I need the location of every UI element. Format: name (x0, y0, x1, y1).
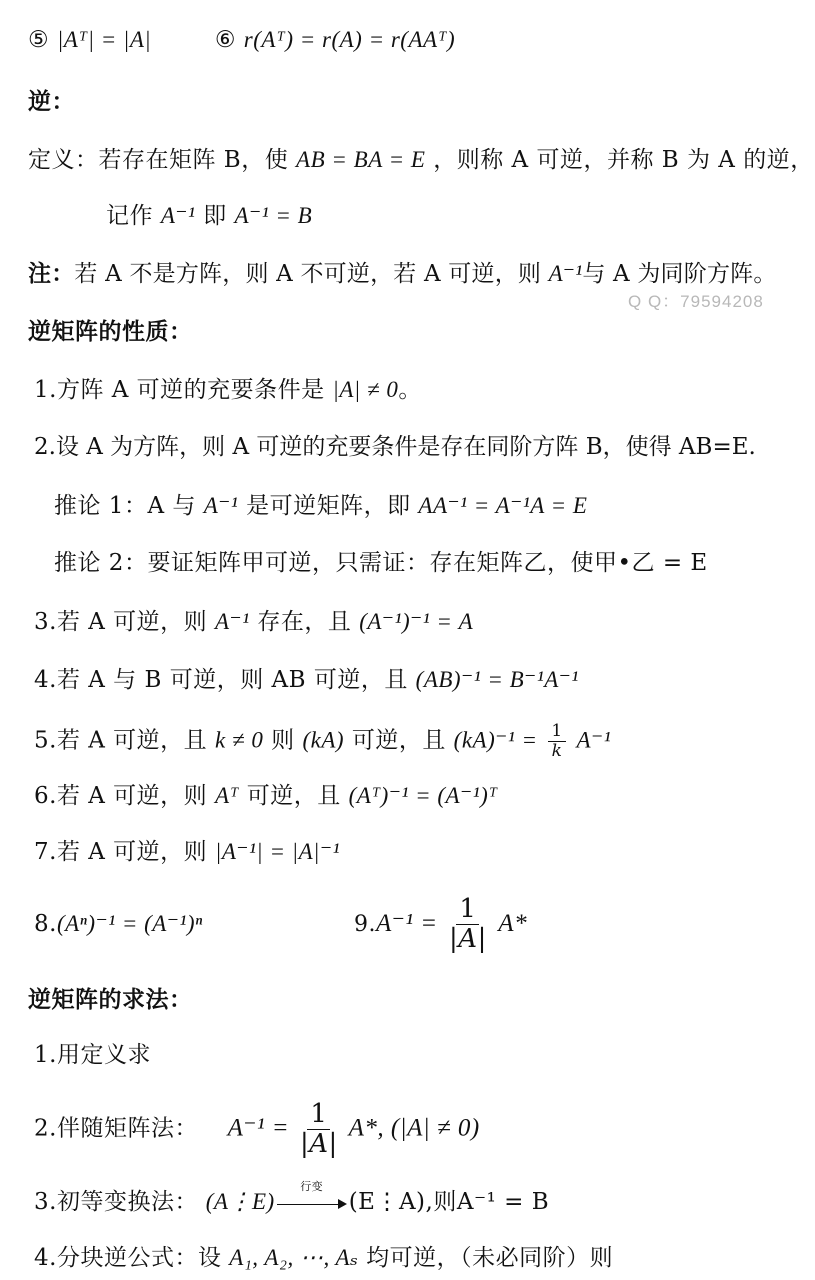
property-9-fraction (449, 895, 487, 954)
definition-prefix: 定义：若存在矩阵 B，使 (28, 147, 289, 173)
property-4-formula: (AB)⁻¹ = B⁻¹A⁻¹ (415, 667, 579, 692)
corollary-1-mid: 是可逆矩阵，即 (246, 493, 411, 519)
method-2-formula-1: A⁻¹ = (227, 1114, 290, 1142)
property-8-text: 8. (34, 911, 57, 937)
note-text-1: 若 A 不是方阵，则 A 不可逆，若 A 可逆，则 (74, 261, 542, 287)
property-5 (34, 722, 611, 761)
property-3 (34, 610, 473, 634)
method-4-text-2: 均可逆，（未必同阶）则 (366, 1245, 614, 1271)
method-3-text: 3.初等变换法： (34, 1189, 198, 1215)
property-7-text: 7.若 A 可逆，则 (34, 839, 208, 865)
property-9 (354, 895, 527, 954)
heading-methods: 逆矩阵的求法： (28, 986, 193, 1013)
property-3-formula-1: A⁻¹ (215, 609, 250, 634)
property-9-text: 9. (354, 912, 376, 938)
circled-five: ⑤ (28, 27, 50, 53)
method-2-formula-2: A*, (|A| ≠ 0) (348, 1114, 480, 1142)
property-6-text: 6.若 A 可逆，则 (34, 783, 208, 809)
property-1-formula: |A| ≠ 0 (332, 377, 399, 402)
fraction-numerator: 1 (456, 895, 479, 925)
definition-suffix: ，则称 A 可逆，并称 B 为 A 的逆， (433, 147, 814, 173)
formula-det-transpose: |Aᵀ| = |A| (56, 27, 152, 52)
property-3-text: 3.若 A 可逆，则 (34, 609, 208, 635)
property-5-text: 5.若 A 可逆，且 (34, 727, 208, 754)
method-4 (34, 1246, 613, 1270)
property-5-formula-3: (kA)⁻¹ = (453, 727, 538, 753)
arrow-head-icon (338, 1199, 347, 1209)
note-line (28, 262, 777, 286)
method-3 (34, 1180, 550, 1215)
fraction-denominator: |A| (299, 1128, 338, 1159)
circled-six: ⑥ (214, 27, 236, 53)
method-4-formula: A₁, A₂, ⋯, Aₛ (229, 1245, 359, 1270)
method-4-text-1: 4.分块逆公式：设 (34, 1245, 222, 1271)
fraction-numerator: 1 (307, 1100, 330, 1130)
property-7 (34, 840, 340, 864)
method-2-fraction (300, 1100, 338, 1159)
notation-prefix: 记作 (106, 203, 153, 229)
definition-notation-line (106, 204, 312, 228)
property-5-mid-2: 可逆，且 (351, 727, 446, 754)
method-2-text: 2.伴随矩阵法： (34, 1115, 198, 1142)
notation-mid: 即 (203, 203, 227, 229)
property-5-formula-1: k ≠ 0 (215, 727, 264, 753)
method-1: 1.用定义求 (34, 1042, 151, 1068)
property-7-formula: |A⁻¹| = |A|⁻¹ (215, 839, 340, 864)
property-3-formula-2: (A⁻¹)⁻¹ = A (359, 609, 474, 634)
corollary-1-formula-1: A⁻¹ (203, 493, 239, 518)
property-5-mid-1: 则 (271, 727, 295, 754)
method-3-formula-1: (A⋮E) (205, 1189, 275, 1214)
heading-inverse: 逆： (28, 88, 75, 115)
property-5-formula-2: (kA) (302, 727, 345, 753)
property-3-mid: 存在，且 (257, 609, 352, 635)
arrow-label: 行变 (300, 1180, 324, 1193)
property-9-formula-1: A⁻¹ = (376, 910, 438, 938)
notation-formula-2: A⁻¹ = B (234, 203, 313, 228)
note-label: 注： (28, 260, 75, 287)
corollary-1-formula-2: AA⁻¹ = A⁻¹A = E (418, 493, 588, 518)
heading-properties: 逆矩阵的性质： (28, 318, 193, 345)
property-6-formula-1: Aᵀ (215, 783, 239, 808)
method-3-formula-2: (E⋮A),则A⁻¹ = B (348, 1189, 550, 1215)
note-text-2: 与 A 为同阶方阵。 (582, 261, 777, 287)
watermark-qq: Q Q：79594208 (628, 292, 764, 311)
row-transform-arrow (277, 1180, 347, 1211)
line-det-transpose (28, 28, 455, 52)
property-8 (34, 912, 203, 936)
property-5-fraction (548, 722, 565, 761)
corollary-1 (54, 494, 587, 518)
property-1-end: 。 (398, 377, 422, 403)
formula-rank-transpose: r(Aᵀ) = r(A) = r(AAᵀ) (243, 27, 456, 52)
property-9-formula-2: A* (498, 910, 528, 938)
arrow-shaft (277, 1204, 341, 1205)
note-formula: A⁻¹ (548, 261, 583, 286)
method-2 (34, 1100, 480, 1159)
property-6 (34, 784, 498, 808)
property-6-mid: 可逆，且 (246, 783, 341, 809)
fraction-denominator: |A| (449, 923, 487, 954)
property-4-text: 4.若 A 与 B 可逆，则 AB 可逆，且 (34, 667, 408, 693)
corollary-1-text: 推论 1：A 与 (54, 493, 196, 519)
definition-line (28, 148, 814, 172)
property-1 (34, 378, 422, 402)
corollary-2: 推论 2：要证矩阵甲可逆，只需证：存在矩阵乙，使甲•乙 = E (54, 550, 708, 576)
property-6-formula-2: (Aᵀ)⁻¹ = (A⁻¹)ᵀ (348, 783, 498, 808)
property-1-text: 1.方阵 A 可逆的充要条件是 (34, 377, 325, 403)
property-2: 2.设 A 为方阵，则 A 可逆的充要条件是存在同阶方阵 B，使得 AB=E. (34, 434, 756, 460)
fraction-numerator: 1 (548, 722, 565, 742)
property-4 (34, 668, 579, 692)
definition-formula: AB = BA = E (296, 147, 426, 172)
notation-formula-1: A⁻¹ (160, 203, 196, 228)
property-8-formula: (Aⁿ)⁻¹ = (A⁻¹)ⁿ (56, 911, 203, 936)
property-5-formula-4: A⁻¹ (576, 727, 612, 753)
fraction-denominator: k (551, 740, 563, 761)
